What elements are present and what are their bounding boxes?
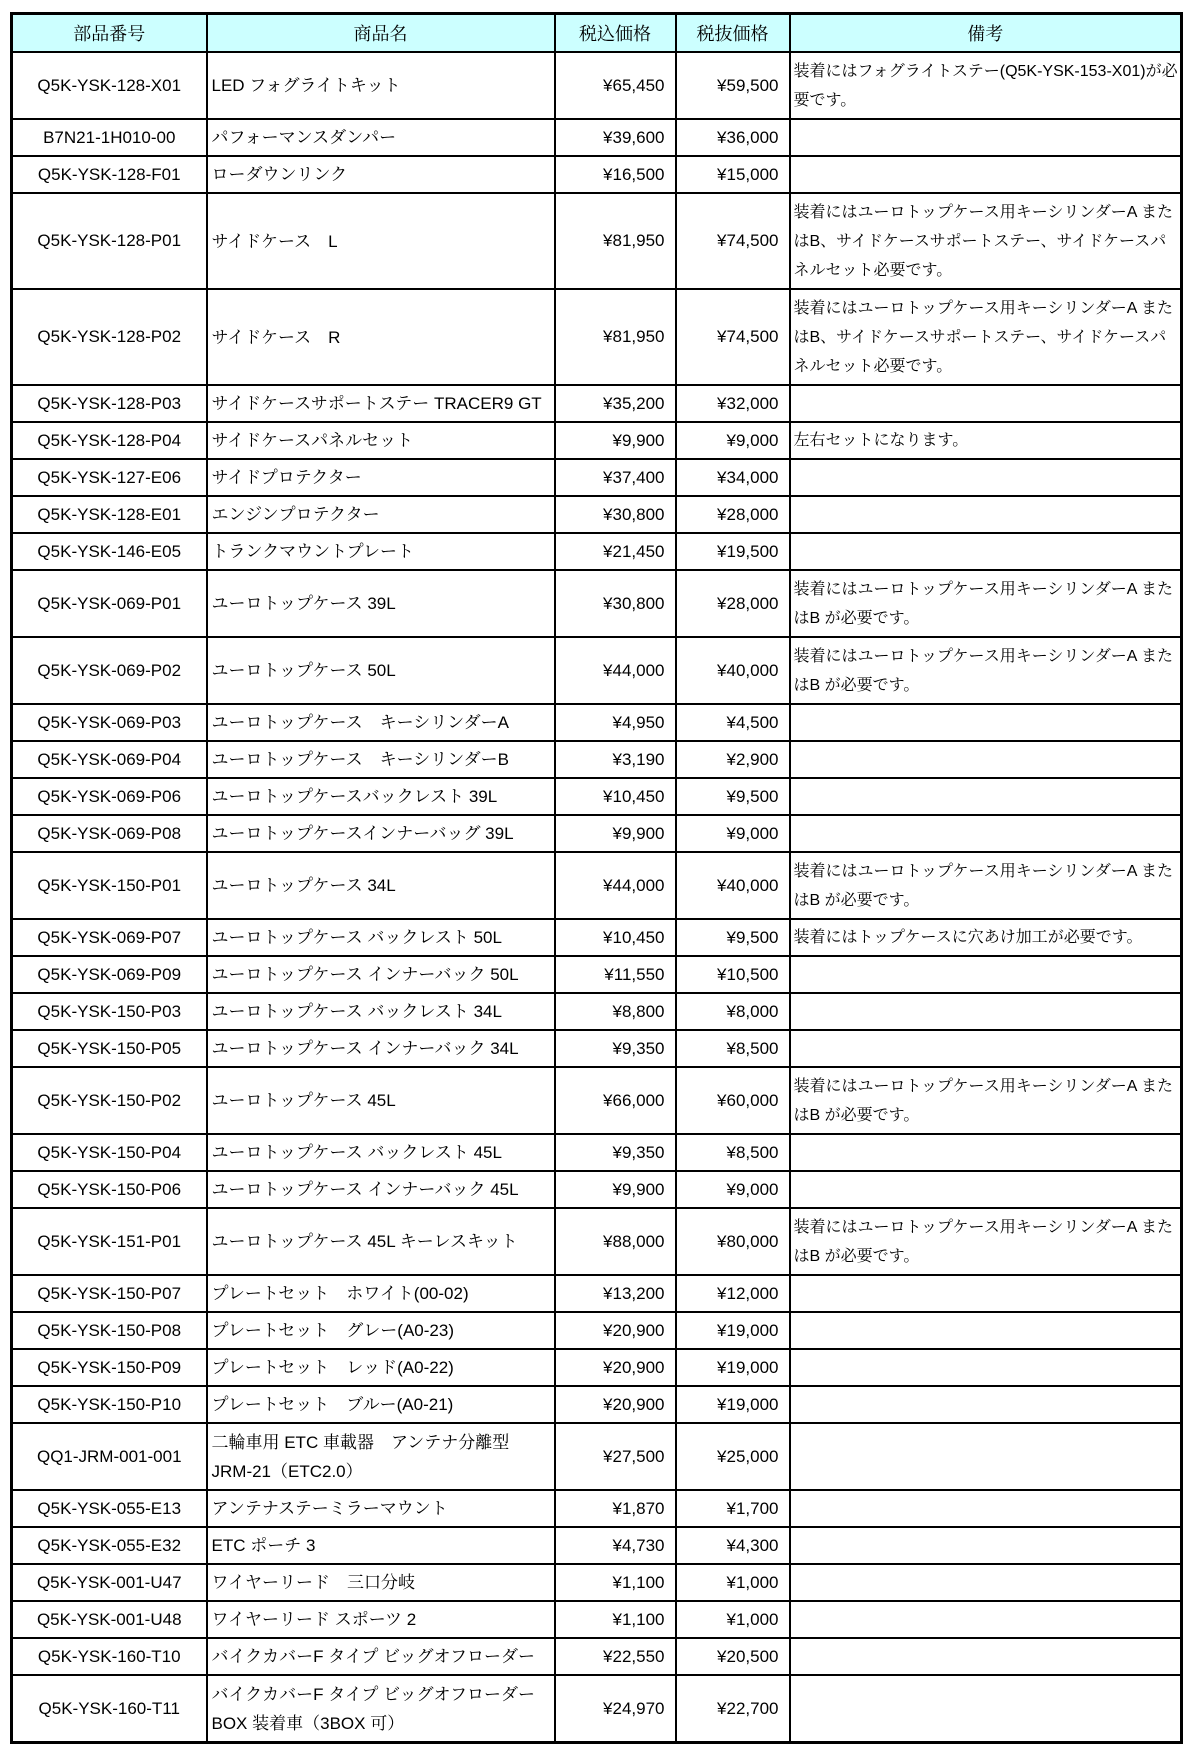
table-row xyxy=(12,1675,1182,1743)
price-tax-excluded-cell: ¥74,500 xyxy=(676,289,790,385)
part-number-cell: Q5K-YSK-055-E32 xyxy=(12,1527,207,1564)
price-tax-excluded-cell: ¥12,000 xyxy=(676,1275,790,1312)
table-row xyxy=(12,119,1182,156)
header-part-number: 部品番号 xyxy=(12,14,207,53)
price-tax-included-cell: ¥81,950 xyxy=(555,193,676,289)
price-tax-included-cell: ¥30,800 xyxy=(555,570,676,637)
note-cell xyxy=(790,704,1182,741)
note-cell xyxy=(790,1601,1182,1638)
table-row xyxy=(12,993,1182,1030)
table-row xyxy=(12,193,1182,289)
price-tax-excluded-cell: ¥34,000 xyxy=(676,459,790,496)
note-cell xyxy=(790,1527,1182,1564)
product-name-cell: バイクカバーF タイプ ビッグオフローダー xyxy=(207,1638,555,1675)
part-number-cell: Q5K-YSK-128-P04 xyxy=(12,422,207,459)
part-number-cell: Q5K-YSK-150-P02 xyxy=(12,1067,207,1134)
table-row xyxy=(12,570,1182,637)
part-number-cell: Q5K-YSK-001-U47 xyxy=(12,1564,207,1601)
part-number-cell: Q5K-YSK-001-U48 xyxy=(12,1601,207,1638)
part-number-cell: Q5K-YSK-151-P01 xyxy=(12,1208,207,1275)
product-name-cell: ワイヤーリード スポーツ 2 xyxy=(207,1601,555,1638)
price-tax-included-cell: ¥44,000 xyxy=(555,637,676,704)
part-number-cell: Q5K-YSK-055-E13 xyxy=(12,1490,207,1527)
note-cell: 装着にはユーロトップケース用キーシリンダーA またはB が必要です。 xyxy=(790,852,1182,919)
product-name-cell: エンジンプロテクター xyxy=(207,496,555,533)
product-name-cell: ユーロトップケース 45L xyxy=(207,1067,555,1134)
table-row xyxy=(12,1601,1182,1638)
price-tax-excluded-cell: ¥4,500 xyxy=(676,704,790,741)
note-cell xyxy=(790,496,1182,533)
note-cell xyxy=(790,156,1182,193)
price-tax-included-cell: ¥20,900 xyxy=(555,1349,676,1386)
table-row xyxy=(12,1349,1182,1386)
price-tax-included-cell: ¥13,200 xyxy=(555,1275,676,1312)
note-cell xyxy=(790,459,1182,496)
table-row xyxy=(12,1171,1182,1208)
price-tax-excluded-cell: ¥10,500 xyxy=(676,956,790,993)
price-tax-included-cell: ¥20,900 xyxy=(555,1386,676,1423)
part-number-cell: Q5K-YSK-128-P03 xyxy=(12,385,207,422)
note-cell xyxy=(790,1564,1182,1601)
price-tax-excluded-cell: ¥8,000 xyxy=(676,993,790,1030)
table-row xyxy=(12,1490,1182,1527)
price-tax-included-cell: ¥27,500 xyxy=(555,1423,676,1490)
note-cell xyxy=(790,1312,1182,1349)
price-tax-excluded-cell: ¥20,500 xyxy=(676,1638,790,1675)
table-row xyxy=(12,1312,1182,1349)
price-tax-excluded-cell: ¥1,000 xyxy=(676,1564,790,1601)
table-row xyxy=(12,919,1182,956)
note-cell xyxy=(790,385,1182,422)
note-cell: 装着にはユーロトップケース用キーシリンダーA またはB が必要です。 xyxy=(790,637,1182,704)
table-row xyxy=(12,533,1182,570)
product-name-cell: LED フォグライトキット xyxy=(207,52,555,119)
price-tax-included-cell: ¥66,000 xyxy=(555,1067,676,1134)
part-number-cell: Q5K-YSK-146-E05 xyxy=(12,533,207,570)
price-tax-included-cell: ¥65,450 xyxy=(555,52,676,119)
part-number-cell: B7N21-1H010-00 xyxy=(12,119,207,156)
table-row xyxy=(12,422,1182,459)
product-name-cell: ローダウンリンク xyxy=(207,156,555,193)
part-number-cell: Q5K-YSK-150-P09 xyxy=(12,1349,207,1386)
product-name-cell: サイドプロテクター xyxy=(207,459,555,496)
price-tax-included-cell: ¥81,950 xyxy=(555,289,676,385)
price-tax-included-cell: ¥9,350 xyxy=(555,1134,676,1171)
price-tax-included-cell: ¥9,900 xyxy=(555,1171,676,1208)
note-cell: 装着にはユーロトップケース用キーシリンダーA またはB、サイドケースサポートステー、サイドケースパネルセット必要です。 xyxy=(790,289,1182,385)
table-row xyxy=(12,1386,1182,1423)
part-number-cell: Q5K-YSK-160-T11 xyxy=(12,1675,207,1743)
note-cell xyxy=(790,741,1182,778)
part-number-cell: Q5K-YSK-150-P07 xyxy=(12,1275,207,1312)
header-price-tax-included: 税込価格 xyxy=(555,14,676,53)
product-name-cell: ユーロトップケース 50L xyxy=(207,637,555,704)
parts-table-body xyxy=(12,52,1182,1743)
price-tax-excluded-cell: ¥60,000 xyxy=(676,1067,790,1134)
price-tax-excluded-cell: ¥19,000 xyxy=(676,1312,790,1349)
product-name-cell: サイドケースサポートステー TRACER9 GT xyxy=(207,385,555,422)
price-tax-included-cell: ¥16,500 xyxy=(555,156,676,193)
header-note: 備考 xyxy=(790,14,1182,53)
part-number-cell: Q5K-YSK-069-P02 xyxy=(12,637,207,704)
price-tax-excluded-cell: ¥59,500 xyxy=(676,52,790,119)
product-name-cell: プレートセット グレー(A0-23) xyxy=(207,1312,555,1349)
product-name-cell: ユーロトップケースインナーバッグ 39L xyxy=(207,815,555,852)
product-name-cell: ユーロトップケース インナーバック 50L xyxy=(207,956,555,993)
part-number-cell: Q5K-YSK-150-P04 xyxy=(12,1134,207,1171)
table-row xyxy=(12,852,1182,919)
note-cell: 装着にはユーロトップケース用キーシリンダーA またはB が必要です。 xyxy=(790,1067,1182,1134)
price-tax-excluded-cell: ¥19,000 xyxy=(676,1386,790,1423)
price-tax-excluded-cell: ¥22,700 xyxy=(676,1675,790,1743)
note-cell xyxy=(790,993,1182,1030)
price-tax-excluded-cell: ¥1,700 xyxy=(676,1490,790,1527)
price-tax-included-cell: ¥39,600 xyxy=(555,119,676,156)
part-number-cell: Q5K-YSK-150-P10 xyxy=(12,1386,207,1423)
table-row xyxy=(12,385,1182,422)
price-tax-included-cell: ¥35,200 xyxy=(555,385,676,422)
part-number-cell: Q5K-YSK-150-P03 xyxy=(12,993,207,1030)
note-cell: 装着にはトップケースに穴あけ加工が必要です。 xyxy=(790,919,1182,956)
note-cell xyxy=(790,1675,1182,1743)
product-name-cell: ユーロトップケース キーシリンダーA xyxy=(207,704,555,741)
part-number-cell: Q5K-YSK-150-P01 xyxy=(12,852,207,919)
price-tax-excluded-cell: ¥25,000 xyxy=(676,1423,790,1490)
table-row xyxy=(12,637,1182,704)
price-tax-included-cell: ¥1,100 xyxy=(555,1601,676,1638)
part-number-cell: Q5K-YSK-069-P04 xyxy=(12,741,207,778)
product-name-cell: プレートセット レッド(A0-22) xyxy=(207,1349,555,1386)
table-row xyxy=(12,704,1182,741)
price-tax-excluded-cell: ¥9,500 xyxy=(676,778,790,815)
part-number-cell: Q5K-YSK-069-P01 xyxy=(12,570,207,637)
price-tax-excluded-cell: ¥80,000 xyxy=(676,1208,790,1275)
table-row xyxy=(12,1208,1182,1275)
price-tax-excluded-cell: ¥9,000 xyxy=(676,422,790,459)
price-tax-excluded-cell: ¥74,500 xyxy=(676,193,790,289)
note-cell xyxy=(790,1423,1182,1490)
note-cell xyxy=(790,1386,1182,1423)
price-tax-excluded-cell: ¥9,000 xyxy=(676,1171,790,1208)
part-number-cell: Q5K-YSK-069-P08 xyxy=(12,815,207,852)
table-row xyxy=(12,741,1182,778)
price-tax-excluded-cell: ¥40,000 xyxy=(676,852,790,919)
note-cell xyxy=(790,1638,1182,1675)
part-number-cell: Q5K-YSK-069-P07 xyxy=(12,919,207,956)
table-row xyxy=(12,496,1182,533)
parts-price-table xyxy=(10,12,1183,1744)
table-row xyxy=(12,1134,1182,1171)
product-name-cell: ユーロトップケース インナーバック 45L xyxy=(207,1171,555,1208)
product-name-cell: ユーロトップケース バックレスト 45L xyxy=(207,1134,555,1171)
product-name-cell: プレートセット ホワイト(00-02) xyxy=(207,1275,555,1312)
price-tax-included-cell: ¥88,000 xyxy=(555,1208,676,1275)
product-name-cell: ETC ポーチ 3 xyxy=(207,1527,555,1564)
price-tax-included-cell: ¥9,900 xyxy=(555,422,676,459)
price-tax-included-cell: ¥21,450 xyxy=(555,533,676,570)
price-tax-excluded-cell: ¥8,500 xyxy=(676,1030,790,1067)
part-number-cell: Q5K-YSK-069-P09 xyxy=(12,956,207,993)
part-number-cell: Q5K-YSK-127-E06 xyxy=(12,459,207,496)
product-name-cell: ユーロトップケース バックレスト 50L xyxy=(207,919,555,956)
price-tax-excluded-cell: ¥40,000 xyxy=(676,637,790,704)
product-name-cell: ユーロトップケースバックレスト 39L xyxy=(207,778,555,815)
part-number-cell: Q5K-YSK-150-P05 xyxy=(12,1030,207,1067)
note-cell xyxy=(790,1490,1182,1527)
price-tax-excluded-cell: ¥8,500 xyxy=(676,1134,790,1171)
note-cell xyxy=(790,956,1182,993)
price-tax-included-cell: ¥1,870 xyxy=(555,1490,676,1527)
price-tax-included-cell: ¥3,190 xyxy=(555,741,676,778)
product-name-cell: トランクマウントプレート xyxy=(207,533,555,570)
price-tax-excluded-cell: ¥9,000 xyxy=(676,815,790,852)
table-header-row xyxy=(12,14,1182,53)
note-cell xyxy=(790,1171,1182,1208)
note-cell: 装着にはユーロトップケース用キーシリンダーA またはB、サイドケースサポートステー、サイドケースパネルセット必要です。 xyxy=(790,193,1182,289)
price-tax-included-cell: ¥4,950 xyxy=(555,704,676,741)
table-row xyxy=(12,815,1182,852)
product-name-cell: サイドケースパネルセット xyxy=(207,422,555,459)
note-cell xyxy=(790,1134,1182,1171)
price-tax-excluded-cell: ¥4,300 xyxy=(676,1527,790,1564)
price-tax-included-cell: ¥37,400 xyxy=(555,459,676,496)
note-cell xyxy=(790,1030,1182,1067)
table-row xyxy=(12,1423,1182,1490)
table-row xyxy=(12,1067,1182,1134)
table-row xyxy=(12,1638,1182,1675)
table-row xyxy=(12,1564,1182,1601)
note-cell xyxy=(790,119,1182,156)
price-tax-included-cell: ¥10,450 xyxy=(555,919,676,956)
price-tax-included-cell: ¥11,550 xyxy=(555,956,676,993)
part-number-cell: Q5K-YSK-150-P06 xyxy=(12,1171,207,1208)
part-number-cell: Q5K-YSK-128-X01 xyxy=(12,52,207,119)
note-cell xyxy=(790,1349,1182,1386)
note-cell xyxy=(790,1275,1182,1312)
table-row xyxy=(12,1275,1182,1312)
product-name-cell: ユーロトップケース 45L キーレスキット xyxy=(207,1208,555,1275)
table-row xyxy=(12,1030,1182,1067)
price-tax-included-cell: ¥30,800 xyxy=(555,496,676,533)
product-name-cell: ユーロトップケース 39L xyxy=(207,570,555,637)
product-name-cell: バイクカバーF タイプ ビッグオフローダーBOX 装着車（3BOX 可） xyxy=(207,1675,555,1743)
note-cell xyxy=(790,533,1182,570)
price-tax-excluded-cell: ¥28,000 xyxy=(676,570,790,637)
part-number-cell: Q5K-YSK-150-P08 xyxy=(12,1312,207,1349)
product-name-cell: ユーロトップケース キーシリンダーB xyxy=(207,741,555,778)
product-name-cell: サイドケース R xyxy=(207,289,555,385)
product-name-cell: アンテナステーミラーマウント xyxy=(207,1490,555,1527)
table-row xyxy=(12,156,1182,193)
part-number-cell: Q5K-YSK-160-T10 xyxy=(12,1638,207,1675)
header-price-tax-excluded: 税抜価格 xyxy=(676,14,790,53)
price-tax-included-cell: ¥22,550 xyxy=(555,1638,676,1675)
table-row xyxy=(12,778,1182,815)
price-tax-excluded-cell: ¥15,000 xyxy=(676,156,790,193)
price-tax-included-cell: ¥24,970 xyxy=(555,1675,676,1743)
product-name-cell: ユーロトップケース インナーバック 34L xyxy=(207,1030,555,1067)
price-tax-included-cell: ¥44,000 xyxy=(555,852,676,919)
price-tax-excluded-cell: ¥32,000 xyxy=(676,385,790,422)
note-cell xyxy=(790,815,1182,852)
part-number-cell: Q5K-YSK-128-P01 xyxy=(12,193,207,289)
product-name-cell: 二輪車用 ETC 車載器 アンテナ分離型 JRM-21（ETC2.0） xyxy=(207,1423,555,1490)
price-tax-excluded-cell: ¥28,000 xyxy=(676,496,790,533)
price-tax-excluded-cell: ¥1,000 xyxy=(676,1601,790,1638)
table-row xyxy=(12,459,1182,496)
part-number-cell: Q5K-YSK-069-P06 xyxy=(12,778,207,815)
part-number-cell: Q5K-YSK-128-P02 xyxy=(12,289,207,385)
part-number-cell: Q5K-YSK-128-E01 xyxy=(12,496,207,533)
product-name-cell: プレートセット ブルー(A0-21) xyxy=(207,1386,555,1423)
price-tax-excluded-cell: ¥19,500 xyxy=(676,533,790,570)
product-name-cell: サイドケース L xyxy=(207,193,555,289)
price-tax-included-cell: ¥9,350 xyxy=(555,1030,676,1067)
table-row xyxy=(12,956,1182,993)
header-product-name: 商品名 xyxy=(207,14,555,53)
price-tax-included-cell: ¥20,900 xyxy=(555,1312,676,1349)
note-cell: 装着にはユーロトップケース用キーシリンダーA またはB が必要です。 xyxy=(790,1208,1182,1275)
part-number-cell: Q5K-YSK-069-P03 xyxy=(12,704,207,741)
product-name-cell: ワイヤーリード 三口分岐 xyxy=(207,1564,555,1601)
price-tax-excluded-cell: ¥19,000 xyxy=(676,1349,790,1386)
note-cell: 左右セットになります。 xyxy=(790,422,1182,459)
price-tax-included-cell: ¥10,450 xyxy=(555,778,676,815)
price-tax-included-cell: ¥8,800 xyxy=(555,993,676,1030)
price-tax-excluded-cell: ¥9,500 xyxy=(676,919,790,956)
table-row xyxy=(12,289,1182,385)
product-name-cell: ユーロトップケース 34L xyxy=(207,852,555,919)
price-tax-included-cell: ¥1,100 xyxy=(555,1564,676,1601)
note-cell: 装着にはユーロトップケース用キーシリンダーA またはB が必要です。 xyxy=(790,570,1182,637)
product-name-cell: パフォーマンスダンパー xyxy=(207,119,555,156)
part-number-cell: QQ1-JRM-001-001 xyxy=(12,1423,207,1490)
note-cell: 装着にはフォグライトステー(Q5K-YSK-153-X01)が必要です。 xyxy=(790,52,1182,119)
price-tax-excluded-cell: ¥36,000 xyxy=(676,119,790,156)
table-row xyxy=(12,1527,1182,1564)
price-tax-included-cell: ¥4,730 xyxy=(555,1527,676,1564)
table-row xyxy=(12,52,1182,119)
price-tax-included-cell: ¥9,900 xyxy=(555,815,676,852)
note-cell xyxy=(790,778,1182,815)
price-tax-excluded-cell: ¥2,900 xyxy=(676,741,790,778)
part-number-cell: Q5K-YSK-128-F01 xyxy=(12,156,207,193)
product-name-cell: ユーロトップケース バックレスト 34L xyxy=(207,993,555,1030)
